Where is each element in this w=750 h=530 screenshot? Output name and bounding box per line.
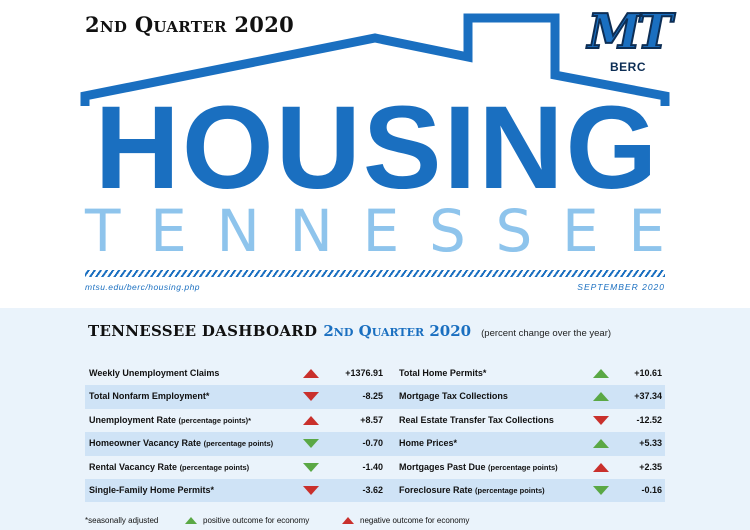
indicator-label xyxy=(89,362,219,385)
dashboard-title-main: TENNESSEE DASHBOARD xyxy=(88,322,318,340)
tennessee-letter: S xyxy=(495,197,533,265)
logo-subtitle: BERC xyxy=(609,60,646,74)
dashboard-subtitle: (percent change over the year) xyxy=(481,328,612,339)
down-triangle-icon xyxy=(593,486,609,495)
indicator-value: -12.52 xyxy=(636,414,662,425)
indicator-value: +37.34 xyxy=(634,391,662,402)
legend-negative-label: negative outcome for economy xyxy=(360,516,470,525)
tennessee-letter: E xyxy=(628,197,665,265)
table-row xyxy=(85,362,665,385)
table-row xyxy=(85,456,665,479)
tennessee-letter: E xyxy=(562,197,599,265)
up-triangle-icon xyxy=(303,416,319,425)
indicator-name: Foreclosure Rate xyxy=(399,484,473,495)
indicator-unit: (percentage points) xyxy=(475,485,545,495)
indicator-name: Single-Family Home Permits* xyxy=(89,484,215,495)
legend-note: *seasonally adjusted xyxy=(85,516,159,525)
indicator-unit: (percentage points)* xyxy=(178,415,252,425)
legend-positive-label: positive outcome for economy xyxy=(203,516,310,525)
berc-housing-link[interactable]: mtsu.edu/berc/housing.php xyxy=(85,282,201,292)
indicator-label xyxy=(89,409,251,432)
indicator-name: Rental Vacancy Rate xyxy=(89,461,178,472)
down-triangle-icon xyxy=(303,439,319,448)
table-row xyxy=(85,385,665,408)
logo-letters: MT xyxy=(587,4,669,60)
negative-triangle-icon xyxy=(342,517,354,524)
indicator-value: -3.62 xyxy=(362,484,383,495)
dashboard-table xyxy=(85,362,665,502)
table-row xyxy=(85,409,665,432)
positive-triangle-icon xyxy=(185,517,197,524)
indicator-label xyxy=(89,385,209,408)
indicator-label xyxy=(89,479,214,502)
indicator-label xyxy=(399,362,486,385)
down-triangle-icon xyxy=(593,416,609,425)
indicator-label xyxy=(399,385,508,408)
indicator-label xyxy=(399,479,545,502)
indicator-name: Real Estate Transfer Tax Collections xyxy=(399,414,554,425)
indicator-value: +5.33 xyxy=(639,438,662,449)
tennessee-letter: S xyxy=(428,197,466,265)
indicator-name: Mortgage Tax Collections xyxy=(399,391,508,402)
indicator-value: +8.57 xyxy=(360,414,383,425)
indicator-value: +1376.91 xyxy=(345,368,383,378)
indicator-label xyxy=(89,432,273,455)
indicator-name: Weekly Unemployment Claims xyxy=(89,368,220,378)
indicator-unit: (percentage points) xyxy=(179,462,250,472)
indicator-label xyxy=(399,409,554,432)
tennessee-letter: N xyxy=(216,197,260,265)
housing-title: HOUSING xyxy=(94,82,660,214)
indicator-value: -1.40 xyxy=(362,461,383,472)
up-triangle-icon xyxy=(593,463,609,472)
indicator-value: +10.61 xyxy=(634,368,662,378)
up-triangle-icon xyxy=(593,392,609,401)
hatched-divider xyxy=(85,270,665,277)
indicator-value: +2.35 xyxy=(639,461,662,472)
tennessee-letter: N xyxy=(289,197,333,265)
quarter-heading: 2nd Quarter 2020 xyxy=(85,12,295,37)
indicator-value: -8.25 xyxy=(362,391,383,402)
indicator-unit: (percentage points) xyxy=(203,439,274,449)
mt-berc-logo xyxy=(580,4,676,80)
indicator-value: -0.16 xyxy=(641,484,662,495)
dashboard-title xyxy=(88,322,611,341)
indicator-unit: (percentage points) xyxy=(488,462,558,472)
indicator-name: Mortgages Past Due xyxy=(399,461,486,472)
down-triangle-icon xyxy=(303,486,319,495)
tennessee-letter: T xyxy=(85,197,121,265)
indicator-name: Home Prices* xyxy=(399,438,458,449)
up-triangle-icon xyxy=(593,439,609,448)
legend xyxy=(85,514,685,528)
tennessee-letter: E xyxy=(150,197,187,265)
down-triangle-icon xyxy=(303,392,319,401)
indicator-name: Unemployment Rate xyxy=(89,414,177,425)
publication-date: SEPTEMBER 2020 xyxy=(577,282,665,292)
tennessee-title xyxy=(85,197,665,265)
tennessee-letter: E xyxy=(362,197,400,265)
down-triangle-icon xyxy=(303,463,319,472)
up-triangle-icon xyxy=(593,369,609,378)
table-row xyxy=(85,479,665,502)
indicator-label xyxy=(399,432,457,455)
indicator-value: -0.70 xyxy=(362,438,383,449)
indicator-name: Total Home Permits* xyxy=(399,368,487,378)
dashboard-title-quarter: 2nd Quarter 2020 xyxy=(323,322,472,340)
indicator-label xyxy=(399,456,558,479)
up-triangle-icon xyxy=(303,369,319,378)
indicator-name: Total Nonfarm Employment* xyxy=(89,391,210,402)
indicator-label xyxy=(89,456,249,479)
table-row xyxy=(85,432,665,455)
indicator-name: Homeowner Vacancy Rate xyxy=(89,438,202,449)
